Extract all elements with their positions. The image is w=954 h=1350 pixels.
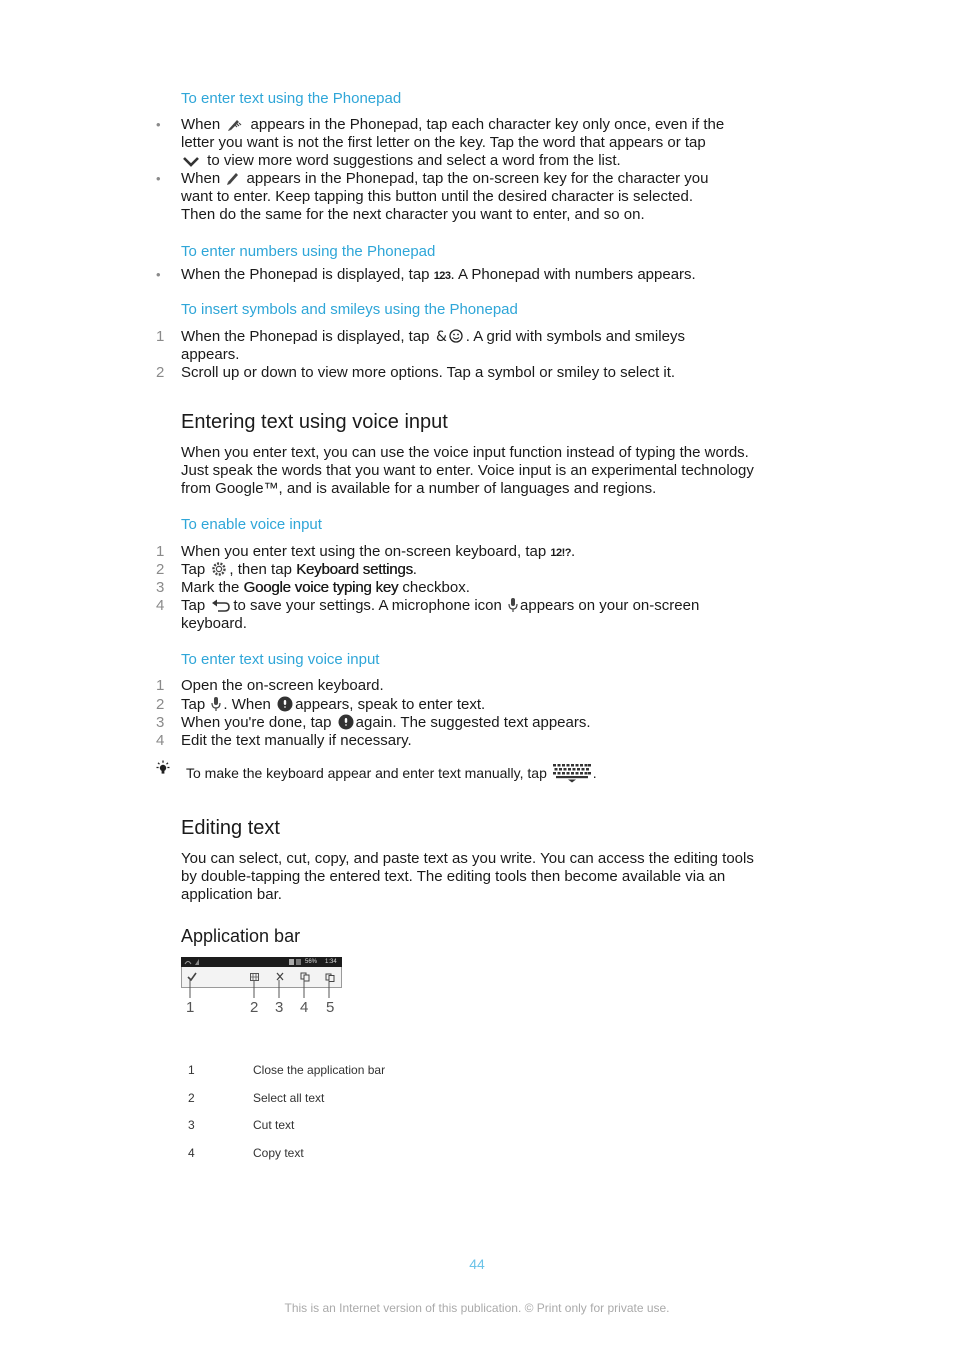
legend-number: 3	[188, 1118, 195, 1132]
step-text: Edit the text manually if necessary.	[181, 732, 412, 749]
tip-text-line: .	[592, 765, 597, 781]
step-number: 1	[156, 543, 165, 560]
step-text: keyboard.	[181, 615, 247, 633]
step-text: .	[571, 543, 576, 560]
paragraph-voice-input	[181, 444, 791, 499]
callout-label: 3	[275, 999, 284, 1016]
voice-recording-icon	[277, 696, 293, 712]
bullet-marker: •	[156, 267, 161, 282]
bullet-text: When	[181, 170, 221, 187]
legend-number: 4	[188, 1146, 195, 1160]
bullet-marker: •	[156, 171, 161, 186]
symbols-key-icon: 12!?	[550, 547, 572, 559]
callout-lines	[181, 980, 342, 1000]
keyboard-settings-label: Keyboard settings	[296, 561, 413, 578]
signal-icon	[184, 958, 204, 966]
step-text: Mark the	[181, 579, 240, 596]
step-text: .	[412, 561, 417, 578]
heading-application-bar: Application bar	[181, 926, 301, 946]
heading-editing-text: Editing text	[181, 817, 280, 839]
paragraph-line: When you enter text, you can use the voice input function instead of typing the words.	[181, 444, 749, 461]
step-text: When you enter text using the on-screen keyboard, tap	[181, 543, 547, 560]
callout-label: 5	[326, 999, 335, 1016]
battery-percent: 56%	[305, 959, 318, 965]
step-number: 4	[156, 597, 165, 614]
step-number: 2	[156, 561, 165, 578]
page-number: 44	[469, 1256, 485, 1272]
step-text: Tap	[181, 561, 206, 578]
step-text: . When	[223, 696, 271, 713]
legend-description: Close the application bar	[253, 1063, 386, 1077]
paragraph-line: by double-tapping the entered text. The editing tools then become available via an	[181, 868, 726, 886]
back-arrow-icon	[211, 599, 231, 613]
step-text: appears.	[181, 346, 240, 364]
legend-description: Select all text	[253, 1091, 325, 1105]
callout-label: 4	[300, 999, 309, 1016]
step-text: Open the on-screen keyboard.	[181, 677, 384, 694]
step-number: 2	[156, 364, 165, 381]
bullet-marker: •	[156, 117, 161, 132]
bullet-text: appears in the Phonepad, tap each character key only once, even if the	[250, 116, 725, 133]
bullet-text: . A Phonepad with numbers appears.	[450, 266, 696, 283]
legend-description: Copy text	[253, 1146, 304, 1160]
subheading-enter-numbers-phonepad: To enter numbers using the Phonepad	[181, 243, 436, 260]
step-text: , then tap	[229, 561, 292, 578]
step-number: 4	[156, 732, 165, 749]
bullet-text: appears in the Phonepad, tap the on-screen key for the character you	[246, 170, 709, 187]
notification-icons	[289, 958, 303, 966]
bullet-text: to view more word suggestions and select a word from the list.	[207, 152, 621, 170]
pen-assisted-icon	[226, 116, 244, 132]
step-text: Tap	[181, 696, 206, 713]
legend-number: 1	[188, 1063, 195, 1077]
step-text: Tap	[181, 597, 206, 614]
google-voice-typing-key-label: Google voice typing key	[243, 579, 399, 596]
tip-text-line: To make the keyboard appear and enter text manually, tap	[186, 765, 547, 781]
step-number: 1	[156, 677, 165, 694]
step-number: 3	[156, 714, 165, 731]
paragraph-line: You can select, cut, copy, and paste text as you write. You can access the editing tools	[181, 850, 754, 867]
paragraph-editing-text	[181, 850, 791, 905]
tip-lightbulb-icon	[155, 760, 171, 776]
step-number: 1	[156, 328, 165, 345]
keyboard-icon	[553, 763, 591, 783]
microphone-icon	[508, 597, 518, 613]
status-bar	[181, 957, 342, 967]
symbols-smiley-icon	[436, 328, 464, 344]
subheading-enable-voice-input: To enable voice input	[181, 516, 322, 533]
paragraph-line: from Google™, and is available for a number of languages and regions.	[181, 480, 657, 498]
heading-voice-input: Entering text using voice input	[181, 411, 448, 433]
microphone-icon	[211, 696, 221, 712]
tip-text	[186, 763, 597, 783]
callout-label: 1	[186, 999, 195, 1016]
status-time: 1:34	[325, 959, 337, 965]
step-text: to save your settings. A microphone icon	[233, 597, 502, 614]
subheading-insert-symbols-phonepad: To insert symbols and smileys using the Phonepad	[181, 301, 518, 318]
pen-icon	[226, 170, 240, 186]
bullet-text: When	[181, 116, 221, 133]
step-text: . A grid with symbols and smileys	[465, 328, 685, 345]
footer-notice: This is an Internet version of this publication. © Print only for private use.	[284, 1301, 670, 1315]
step-number: 2	[156, 696, 165, 713]
subheading-enter-text-phonepad: To enter text using the Phonepad	[181, 90, 402, 107]
paragraph-line: Just speak the words that you want to enter. Voice input is an experimental technology	[181, 462, 754, 480]
legend-description: Cut text	[253, 1118, 295, 1132]
bullet-text: When the Phonepad is displayed, tap	[181, 266, 430, 283]
step-text: appears on your on-screen	[520, 597, 700, 614]
subheading-enter-text-voice: To enter text using voice input	[181, 651, 380, 668]
step-text: again. The suggested text appears.	[355, 714, 591, 731]
step-text: appears, speak to enter text.	[295, 696, 486, 713]
step-text: When you're done, tap	[181, 714, 332, 731]
paragraph-line: application bar.	[181, 886, 282, 904]
voice-recording-icon	[338, 714, 354, 730]
step-text: Scroll up or down to view more options. Tap a symbol or smiley to select it.	[181, 364, 676, 381]
bullet-text: letter you want is not the first letter on the key. Tap the word that appears or tap	[181, 134, 706, 152]
step-text: checkbox.	[402, 579, 470, 596]
settings-gear-icon	[211, 561, 227, 577]
callout-label: 2	[250, 999, 259, 1016]
bullet-text: want to enter. Keep tapping this button until the desired character is selected.	[181, 188, 693, 206]
step-number: 3	[156, 579, 165, 596]
step-text: When the Phonepad is displayed, tap	[181, 328, 430, 345]
bullet-text: Then do the same for the next character you want to enter, and so on.	[181, 206, 645, 224]
chevron-down-icon	[181, 154, 201, 168]
numbers-key-icon: 123	[433, 270, 451, 282]
legend-number: 2	[188, 1091, 195, 1105]
svg-text:&: &	[435, 329, 447, 344]
